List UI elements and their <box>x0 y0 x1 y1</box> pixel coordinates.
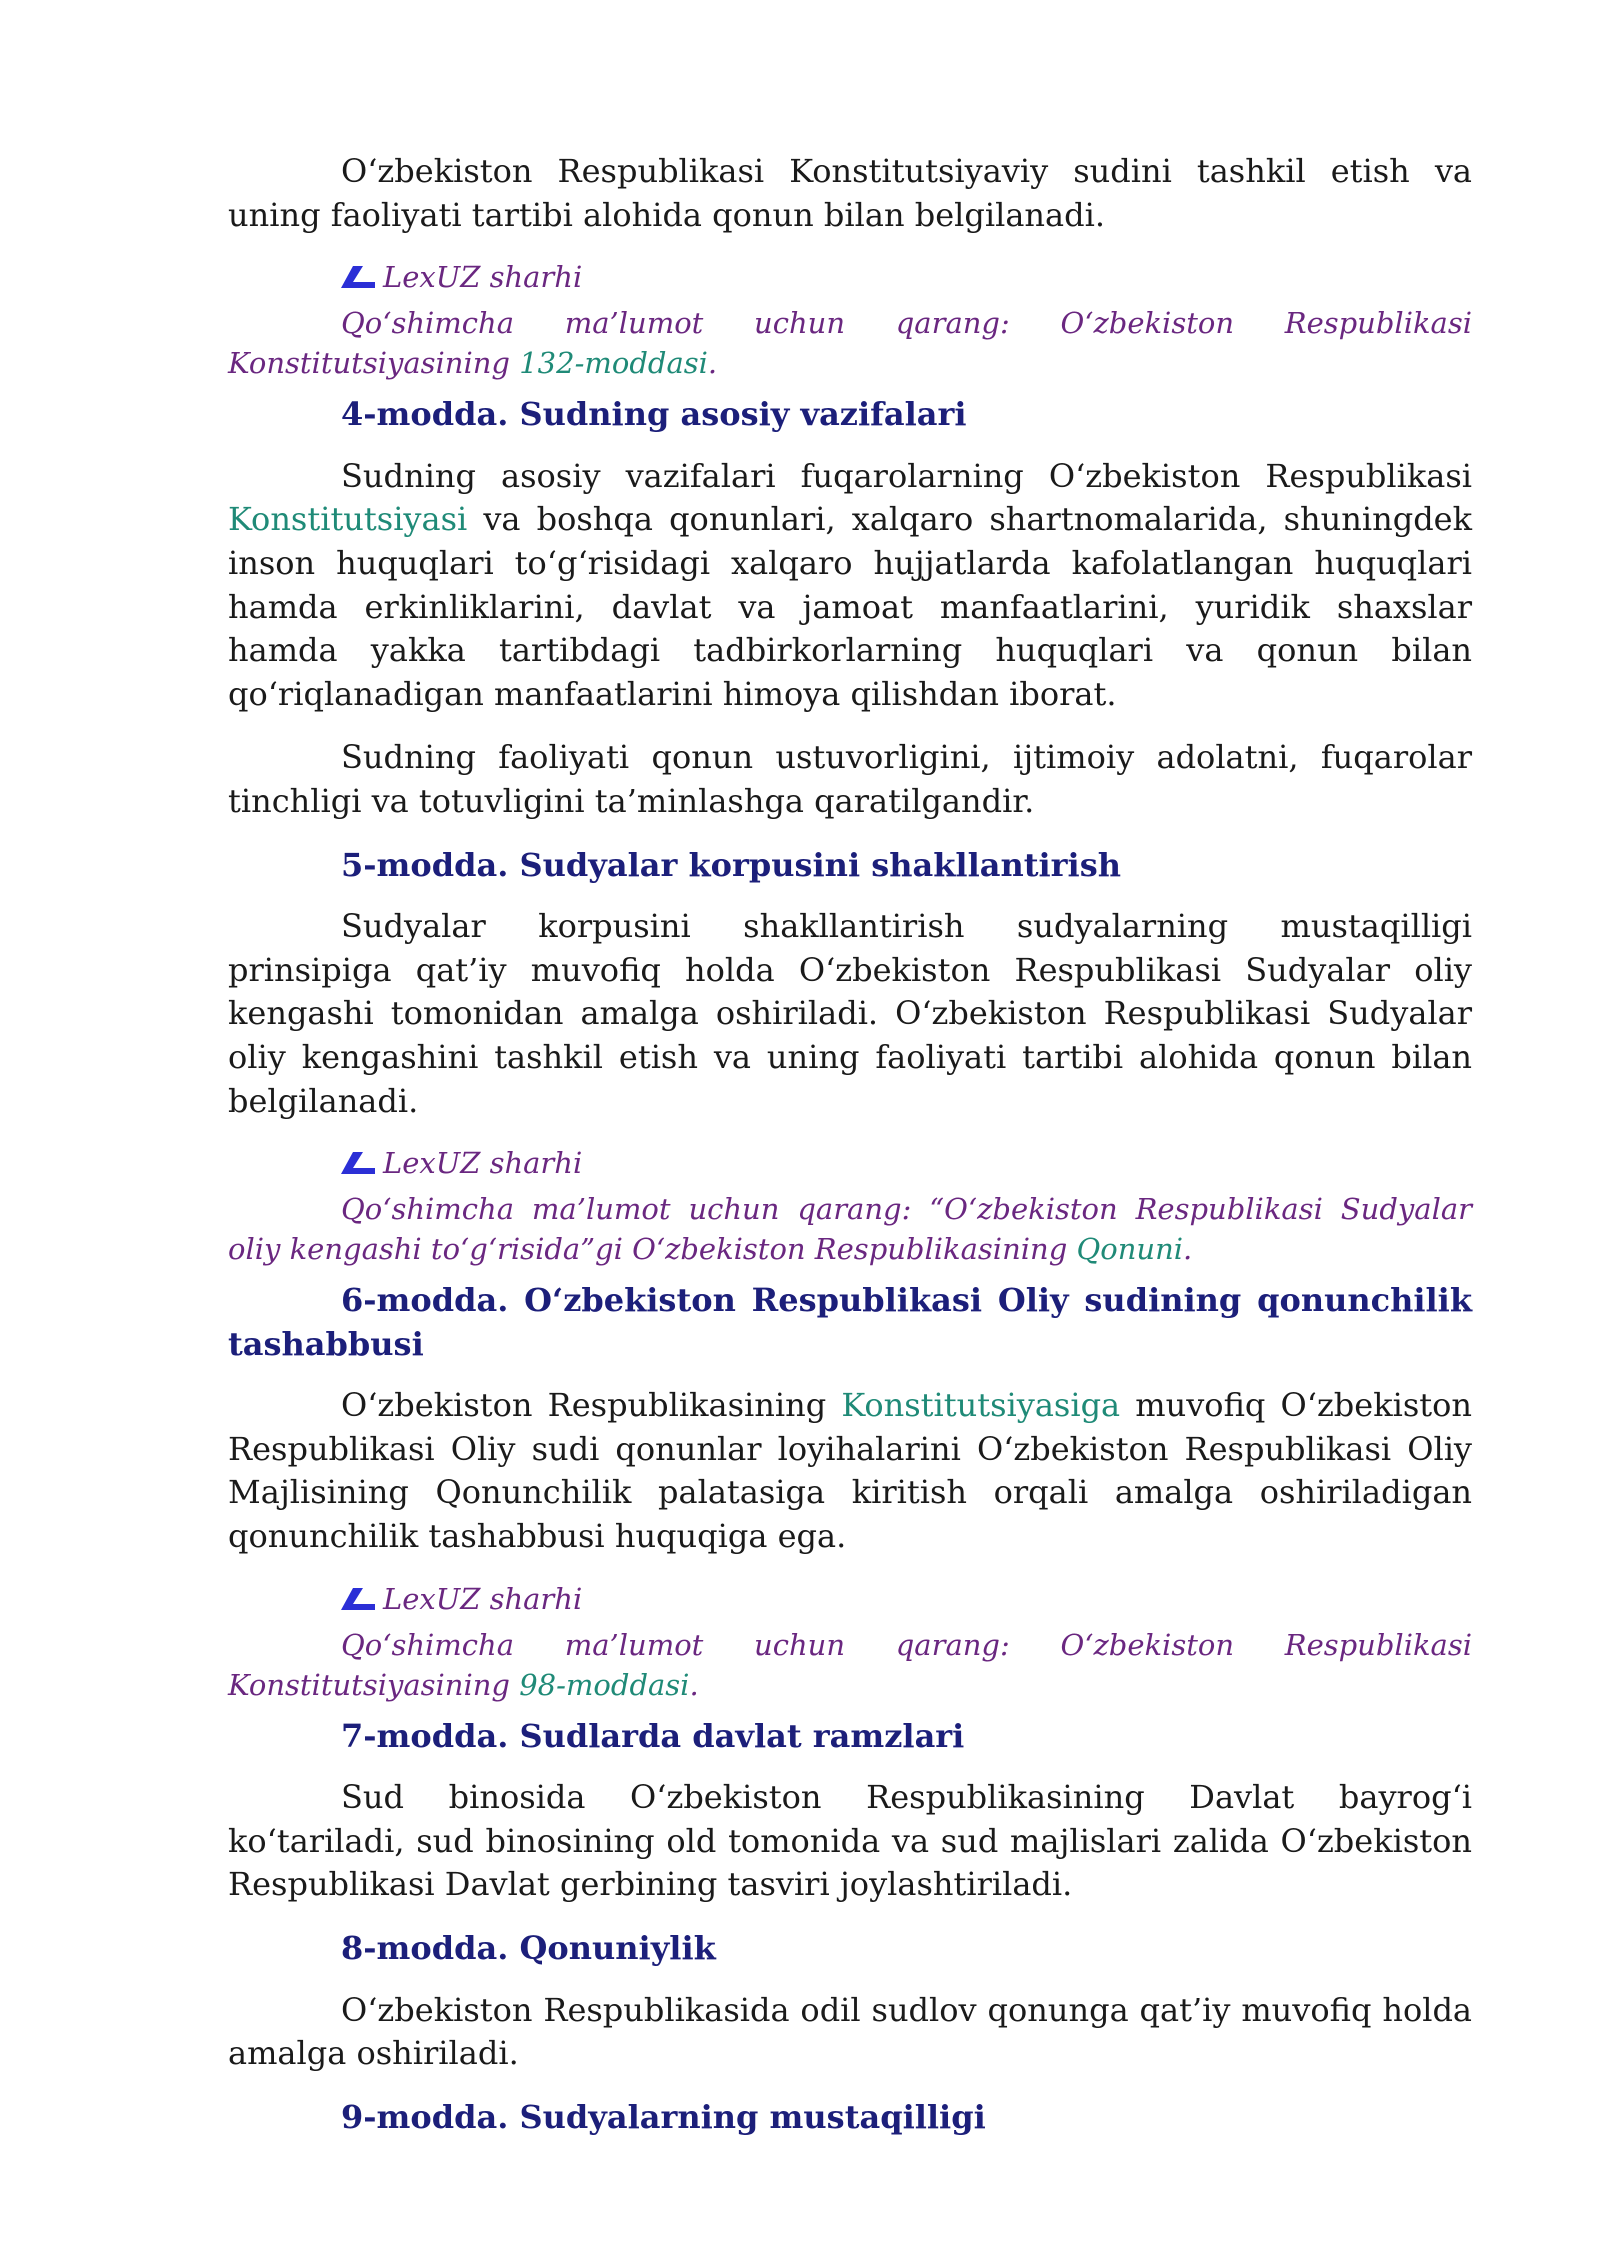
article-8-title: 8-modda. Qonuniylik <box>341 1929 716 1968</box>
article-4-title: 4-modda. Sudning asosiy vazifalari <box>341 395 967 434</box>
article-6-title: 6-modda. O‘zbekiston Respublikasi Oliy sudining qonunchilik tashabbusi <box>228 1281 1472 1363</box>
lexuz-label: LexUZ sharhi <box>383 1146 583 1181</box>
law-link[interactable]: Qonuni <box>1076 1232 1184 1267</box>
lexuz-label: LexUZ sharhi <box>383 1581 583 1616</box>
lexuz-comment-header[interactable] <box>341 1579 1472 1619</box>
lexuz-icon <box>341 1588 375 1610</box>
article-6-paragraph-1: O‘zbekiston Respublikasining Konstitutsiyasiga muvofiq O‘zbekiston Respublikasi Oliy sudi qonunlar loyihalarini O‘zbekiston Respublikasi Oliy Majlisining Qonunchilik palatasiga kiritish orqali amalga oshiriladigan qonunchilik tashabbusi huquqiga ega. <box>228 1386 1473 1556</box>
lexuz-label: LexUZ sharhi <box>383 260 583 295</box>
intro-paragraph: O‘zbekiston Respublikasi Konstitutsiyaviy sudini tashkil etish va uning faoliyati tartibi alohida qonun bilan belgilanadi. <box>228 152 1472 234</box>
article-7-paragraph-1: Sud binosida O‘zbekiston Respublikasining Davlat bayrog‘i ko‘tariladi, sud binosining old tomonida va sud majlislari zalida O‘zbekiston Respublikasi Davlat gerbining tasviri joylashtiriladi. <box>228 1778 1472 1904</box>
constitution-link[interactable]: Konstitutsiyasiga <box>841 1386 1121 1425</box>
article-5-paragraph-1: Sudyalar korpusini shakllantirish sudyalarning mustaqilligi prinsipiga qat’iy muvofiq holda O‘zbekiston Respublikasi Sudyalar oliy kengashi tomonidan amalga oshiriladi. O‘zbekiston Respublikasi Sudyalar oliy kengashini tashkil etish va uning faoliyati tartibi alohida qonun bilan belgilanadi. <box>228 907 1472 1120</box>
article-4-paragraph-2: Sudning faoliyati qonun ustuvorligini, ijtimoiy adolatni, fuqarolar tinchligi va totuvligini ta’minlashga qaratilgandir. <box>228 738 1472 820</box>
constitution-article-link[interactable]: 132-moddasi <box>519 346 708 381</box>
lexuz-icon <box>341 266 375 288</box>
lexuz-comment-body: Qo‘shimcha ma’lumot uchun qarang: “O‘zbekiston Respublikasi Sudyalar oliy kengashi to‘g‘risida”gi O‘zbekiston Respublikasining Qonuni. <box>228 1192 1472 1267</box>
lexuz-comment-body: Qo‘shimcha ma’lumot uchun qarang: O‘zbekiston Respublikasi Konstitutsiyasining 132-moddasi. <box>228 306 1472 381</box>
article-9-title: 9-modda. Sudyalarning mustaqilligi <box>341 2097 986 2136</box>
constitution-article-link[interactable]: 98-moddasi <box>519 1667 690 1702</box>
document-page <box>228 150 1472 2157</box>
article-5-title: 5-modda. Sudyalar korpusini shakllantirish <box>341 845 1121 884</box>
article-8-paragraph-1: O‘zbekiston Respublikasida odil sudlov qonunga qat’iy muvofiq holda amalga oshiriladi. <box>228 1990 1472 2073</box>
article-4-paragraph-1: Sudning asosiy vazifalari fuqarolarning O‘zbekiston Respublikasi Konstitutsiyasi va boshqa qonunlari, xalqaro shartnomalarida, shuningdek inson huquqlari to‘g‘risidagi xalqaro hujjatlarda kafolatlangan huquqlari hamda erkinliklarini, davlat va jamoat manfaatlarini, yuridik shaxslar hamda yakka tartibdagi tadbirkorlarning huquqlari va qonun bilan qo‘riqlanadigan manfaatlarini himoya qilishdan iborat. <box>228 456 1472 713</box>
lexuz-comment-header[interactable] <box>341 257 1472 297</box>
lexuz-icon <box>341 1152 375 1174</box>
constitution-link[interactable]: Konstitutsiyasi <box>228 500 468 539</box>
lexuz-comment-body: Qo‘shimcha ma’lumot uchun qarang: O‘zbekiston Respublikasi Konstitutsiyasining 98-moddasi. <box>228 1627 1472 1702</box>
article-7-title: 7-modda. Sudlarda davlat ramzlari <box>341 1716 965 1755</box>
lexuz-comment-header[interactable] <box>341 1143 1472 1183</box>
